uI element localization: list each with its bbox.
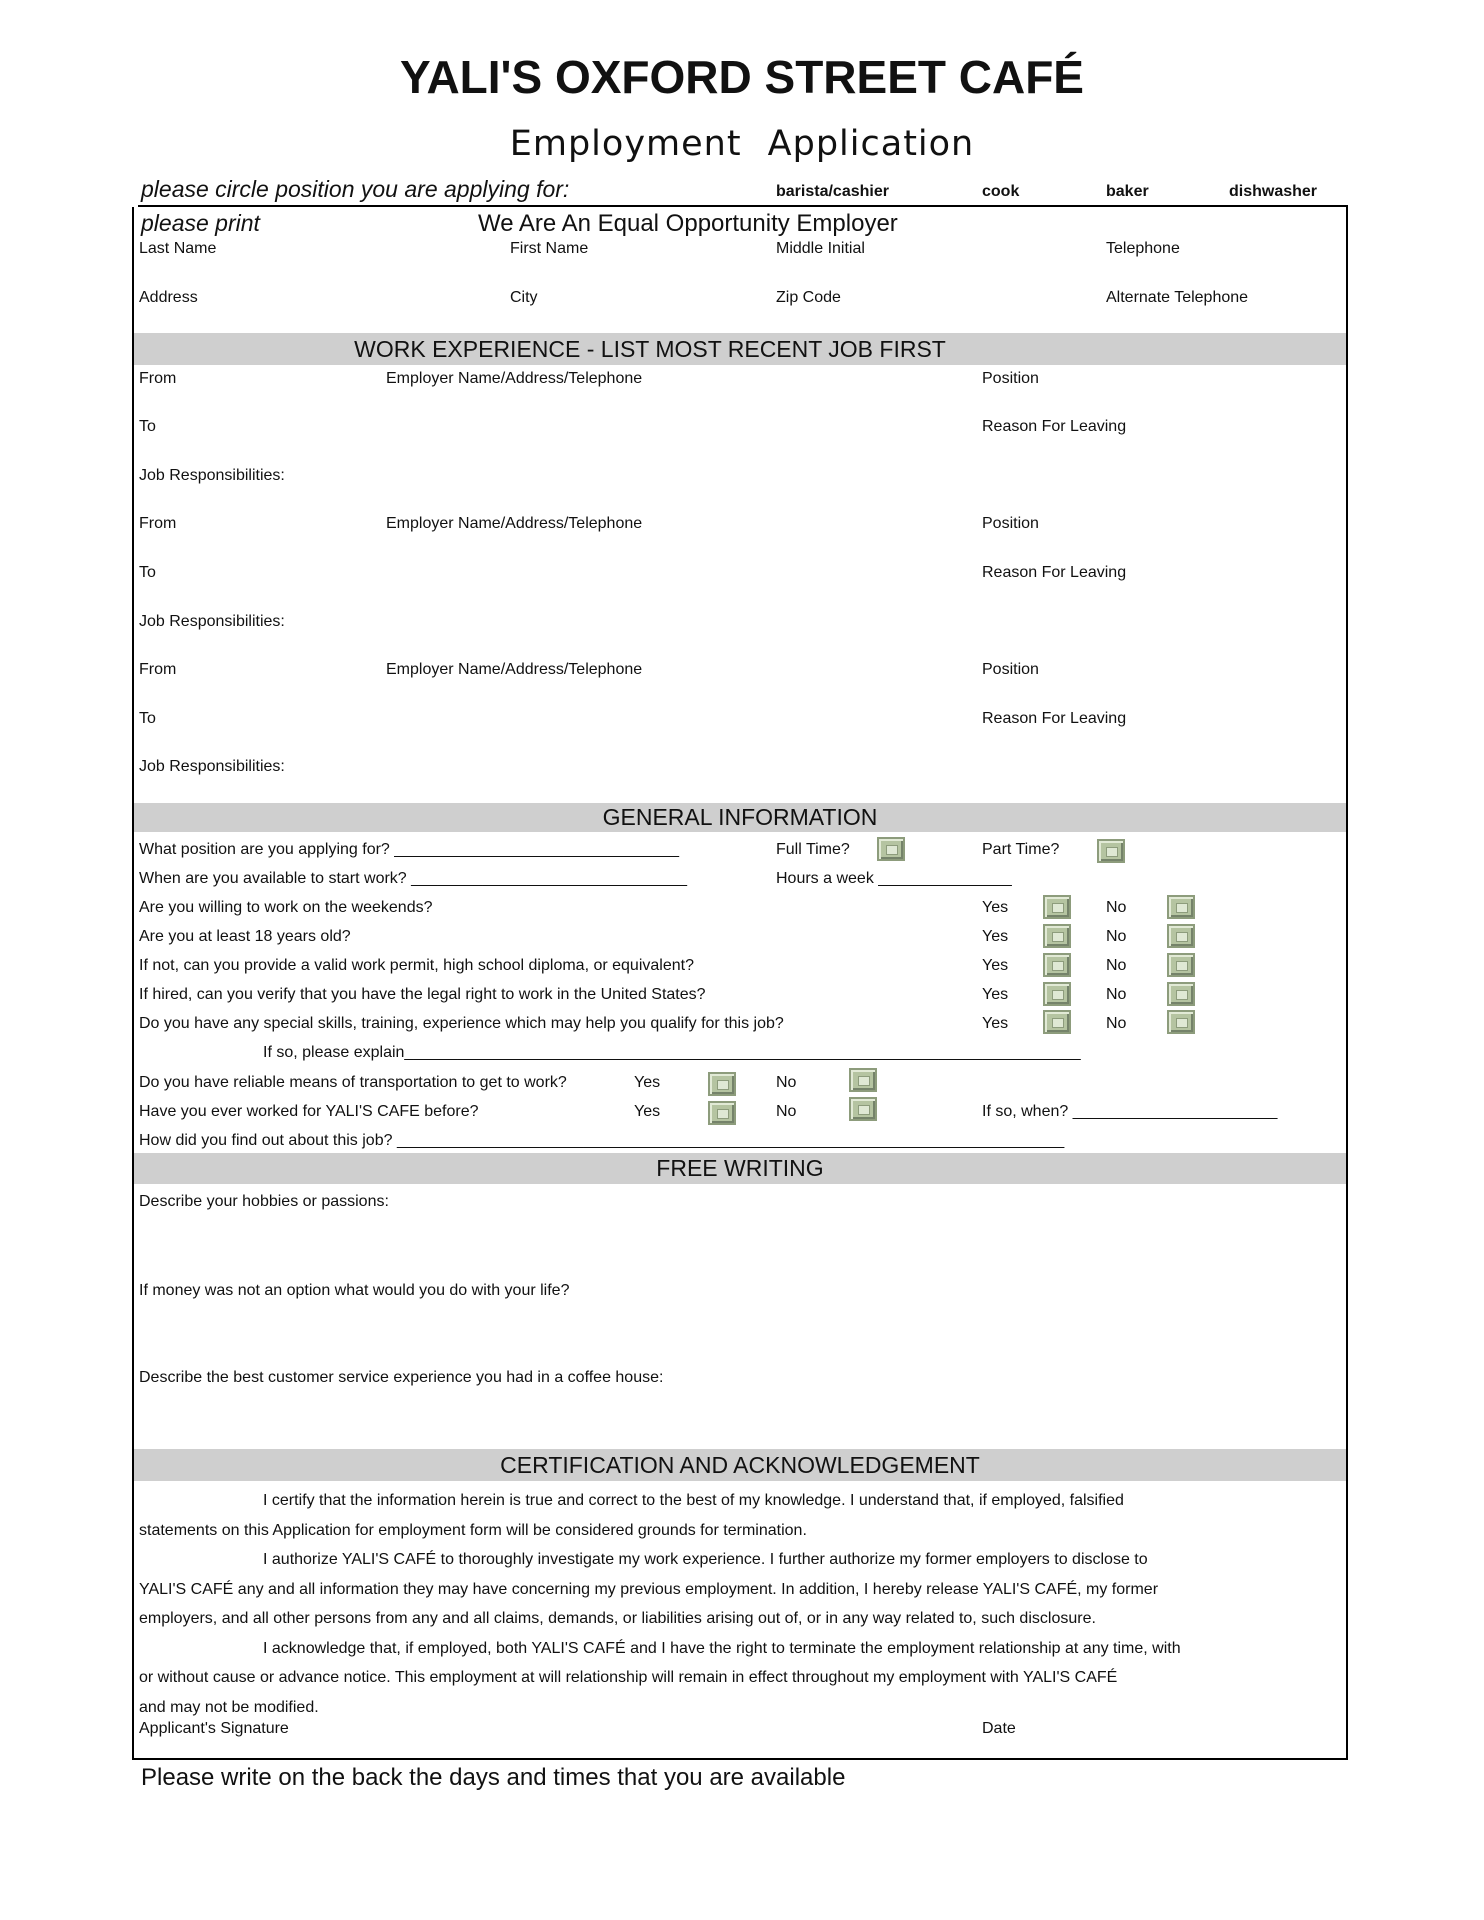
transportation-yes-checkbox[interactable] bbox=[708, 1072, 736, 1096]
weekends-yes-label: Yes bbox=[982, 899, 1009, 916]
skills-explain-field[interactable]: If so, please explain____________________________________________________________________________ bbox=[263, 1044, 1081, 1061]
alternate-telephone-field[interactable]: Alternate Telephone bbox=[1106, 289, 1249, 306]
job2-position-field[interactable]: Position bbox=[982, 515, 1039, 532]
special-skills-yes-label: Yes bbox=[982, 1015, 1009, 1032]
transportation-no-checkbox[interactable] bbox=[849, 1068, 877, 1092]
first-name-field[interactable]: First Name bbox=[510, 240, 589, 257]
availability-note: Please write on the back the days and times that you are available bbox=[141, 1764, 846, 1791]
position-option-dishwasher[interactable]: dishwasher bbox=[1229, 183, 1318, 200]
legal-right-no-label: No bbox=[1106, 986, 1127, 1003]
worked-before-question: Have you ever worked for YALI'S CAFE before? bbox=[139, 1103, 479, 1120]
position-option-barista[interactable]: barista/cashier bbox=[776, 183, 889, 200]
job2-from-field[interactable]: From bbox=[139, 515, 177, 532]
job2-to-field[interactable]: To bbox=[139, 564, 156, 581]
address-field[interactable]: Address bbox=[139, 289, 198, 306]
age-yes-checkbox[interactable] bbox=[1043, 924, 1071, 948]
customer-service-question[interactable]: Describe the best customer service experience you had in a coffee house: bbox=[139, 1369, 664, 1386]
work-experience-heading bbox=[134, 333, 1346, 365]
age-yes-label: Yes bbox=[982, 928, 1009, 945]
job3-from-field[interactable]: From bbox=[139, 661, 177, 678]
age-no-label: No bbox=[1106, 928, 1127, 945]
worked-before-no-label: No bbox=[776, 1103, 797, 1120]
certification-heading-text: CERTIFICATION AND ACKNOWLEDGEMENT bbox=[500, 1452, 980, 1478]
special-skills-yes-checkbox[interactable] bbox=[1043, 1010, 1071, 1034]
work-permit-no-checkbox[interactable] bbox=[1167, 953, 1195, 977]
eoe-statement: We Are An Equal Opportunity Employer bbox=[478, 210, 898, 237]
worked-before-yes-checkbox[interactable] bbox=[708, 1101, 736, 1125]
middle-initial-field[interactable]: Middle Initial bbox=[776, 240, 865, 257]
zip-code-field[interactable]: Zip Code bbox=[776, 289, 841, 306]
weekends-question: Are you willing to work on the weekends? bbox=[139, 899, 433, 916]
job3-employer-field[interactable]: Employer Name/Address/Telephone bbox=[386, 661, 643, 678]
cert-line-6: I acknowledge that, if employed, both YALI'S CAFÉ and I have the right to terminate the employment relationship at any time, with bbox=[263, 1639, 1181, 1657]
worked-before-when-field[interactable]: If so, when? _______________________ bbox=[982, 1103, 1278, 1120]
certification-heading bbox=[134, 1449, 1346, 1481]
transportation-question: Do you have reliable means of transportation to get to work? bbox=[139, 1074, 567, 1091]
cert-line-4: YALI'S CAFÉ any and all information they may have concerning my previous employment. In addition, I hereby release YALI'S CAFÉ, my former bbox=[139, 1580, 1159, 1598]
full-time-checkbox[interactable] bbox=[877, 837, 905, 861]
special-skills-question: Do you have any special skills, training, experience which may help you qualify for this job? bbox=[139, 1015, 784, 1032]
worked-before-yes-label: Yes bbox=[634, 1103, 661, 1120]
cert-line-5: employers, and all other persons from any and all claims, demands, or liabilities arising out of, or in any way related to, such disclosure. bbox=[139, 1610, 1096, 1627]
certification-text bbox=[139, 1486, 1329, 1722]
cert-line-1: I certify that the information herein is true and correct to the best of my knowledge. I understand that, if employed, falsified bbox=[263, 1492, 1124, 1509]
city-field[interactable]: City bbox=[510, 289, 538, 306]
work-permit-no-label: No bbox=[1106, 957, 1127, 974]
work-permit-yes-label: Yes bbox=[982, 957, 1009, 974]
last-name-field[interactable]: Last Name bbox=[139, 240, 217, 257]
legal-right-yes-checkbox[interactable] bbox=[1043, 982, 1071, 1006]
job-source-field[interactable]: How did you find out about this job? ___________________________________________________________________________ bbox=[139, 1132, 1065, 1149]
part-time-label: Part Time? bbox=[982, 841, 1060, 858]
hours-per-week-field[interactable]: Hours a week _______________ bbox=[776, 870, 1012, 887]
age-no-checkbox[interactable] bbox=[1167, 924, 1195, 948]
telephone-field[interactable]: Telephone bbox=[1106, 240, 1180, 257]
applicant-signature-field[interactable]: Applicant's Signature bbox=[139, 1720, 289, 1737]
job2-reason-field[interactable]: Reason For Leaving bbox=[982, 564, 1127, 581]
job3-to-field[interactable]: To bbox=[139, 710, 156, 727]
legal-right-yes-label: Yes bbox=[982, 986, 1009, 1003]
please-print-label: please print bbox=[141, 210, 260, 236]
job1-position-field[interactable]: Position bbox=[982, 370, 1039, 387]
position-prompt: please circle position you are applying for: bbox=[141, 176, 570, 202]
work-permit-question: If not, can you provide a valid work permit, high school diploma, or equivalent? bbox=[139, 957, 694, 974]
job3-reason-field[interactable]: Reason For Leaving bbox=[982, 710, 1127, 727]
full-time-label: Full Time? bbox=[776, 841, 850, 858]
legal-right-no-checkbox[interactable] bbox=[1167, 982, 1195, 1006]
work-permit-yes-checkbox[interactable] bbox=[1043, 953, 1071, 977]
job2-employer-field[interactable]: Employer Name/Address/Telephone bbox=[386, 515, 643, 532]
start-date-question[interactable]: When are you available to start work? _______________________________ bbox=[139, 870, 687, 887]
position-option-baker[interactable]: baker bbox=[1106, 183, 1149, 200]
special-skills-no-label: No bbox=[1106, 1015, 1127, 1032]
job3-responsibilities-field[interactable]: Job Responsibilities: bbox=[139, 758, 285, 775]
job2-responsibilities-field[interactable]: Job Responsibilities: bbox=[139, 613, 285, 630]
weekends-no-label: No bbox=[1106, 899, 1127, 916]
transportation-yes-label: Yes bbox=[634, 1074, 661, 1091]
life-goals-question[interactable]: If money was not an option what would you do with your life? bbox=[139, 1282, 570, 1299]
cert-line-8: and may not be modified. bbox=[139, 1698, 319, 1716]
job3-position-field[interactable]: Position bbox=[982, 661, 1039, 678]
age-question: Are you at least 18 years old? bbox=[139, 928, 351, 945]
form-subtitle: Employment Application bbox=[509, 124, 975, 164]
position-option-cook[interactable]: cook bbox=[982, 183, 1020, 200]
job1-employer-field[interactable]: Employer Name/Address/Telephone bbox=[386, 370, 643, 387]
part-time-checkbox[interactable] bbox=[1097, 839, 1125, 863]
weekends-yes-checkbox[interactable] bbox=[1043, 895, 1071, 919]
date-field[interactable]: Date bbox=[982, 1720, 1016, 1737]
free-writing-heading bbox=[134, 1153, 1346, 1184]
work-experience-heading-text: WORK EXPERIENCE - LIST MOST RECENT JOB FIRST bbox=[354, 336, 946, 362]
hobbies-question[interactable]: Describe your hobbies or passions: bbox=[139, 1193, 389, 1210]
cert-line-2: statements on this Application for employment form will be considered grounds for termination. bbox=[139, 1521, 807, 1539]
job1-to-field[interactable]: To bbox=[139, 418, 156, 435]
special-skills-no-checkbox[interactable] bbox=[1167, 1010, 1195, 1034]
legal-right-question: If hired, can you verify that you have the legal right to work in the United States? bbox=[139, 986, 706, 1003]
job1-from-field[interactable]: From bbox=[139, 370, 177, 387]
form-title: YALI'S OXFORD STREET CAFÉ bbox=[400, 51, 1084, 103]
job1-reason-field[interactable]: Reason For Leaving bbox=[982, 418, 1127, 435]
worked-before-no-checkbox[interactable] bbox=[849, 1097, 877, 1121]
position-applying-question[interactable]: What position are you applying for? ________________________________ bbox=[139, 841, 680, 858]
free-writing-heading-text: FREE WRITING bbox=[656, 1155, 824, 1181]
general-info-heading-text: GENERAL INFORMATION bbox=[602, 804, 878, 830]
cert-line-3: I authorize YALI'S CAFÉ to thoroughly investigate my work experience. I further authorize my former employers to disclose to bbox=[263, 1551, 1148, 1568]
job1-responsibilities-field[interactable]: Job Responsibilities: bbox=[139, 467, 285, 484]
transportation-no-label: No bbox=[776, 1074, 797, 1091]
weekends-no-checkbox[interactable] bbox=[1167, 895, 1195, 919]
cert-line-7: or without cause or advance notice. This employment at will relationship will remain in effect throughout my employment with YALI'S CAFÉ bbox=[139, 1669, 1118, 1686]
general-info-heading bbox=[134, 803, 1346, 832]
